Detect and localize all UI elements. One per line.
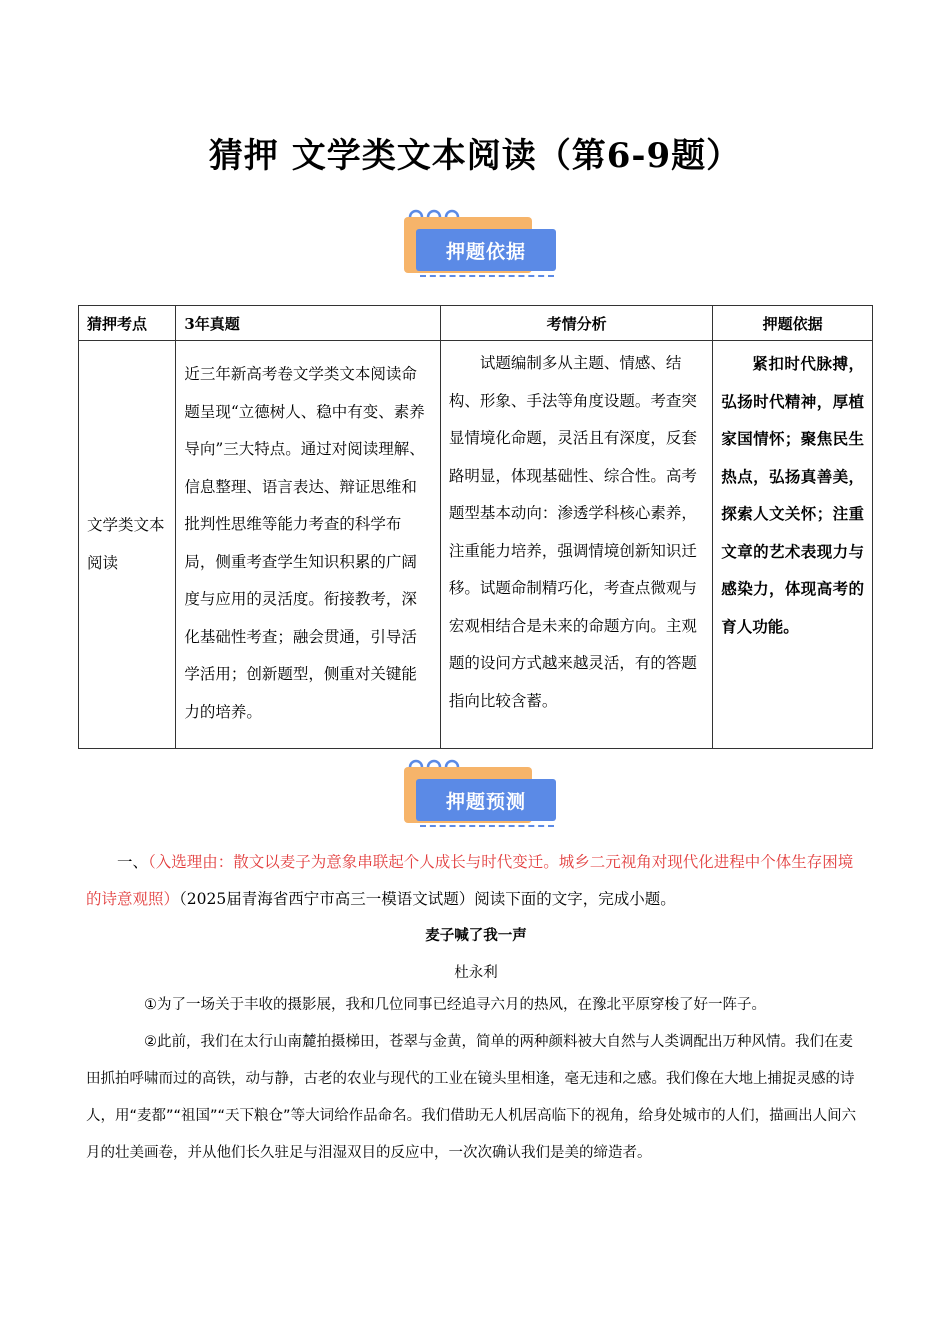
essay-title: 麦子喊了我一声 [425, 928, 527, 944]
selection-reason: （入选理由：散文以麦子为意象串联起个人成长与时代变迁。城乡二元视角对现代化进程中个体生存困境的诗意观照） [86, 853, 854, 908]
essay-paragraph-1: ①为了一场关于丰收的摄影展，我和几位同事已经追寻六月的热风，在豫北平原穿梭了好一阵子。 [144, 997, 766, 1013]
badge-label: 押题预测 [416, 779, 556, 821]
badge-label: 押题依据 [416, 229, 556, 271]
header-topic: 猜押考点 [79, 306, 176, 341]
badge-basis [394, 205, 564, 285]
cell-topic: 文学类文本阅读 [79, 341, 176, 749]
badge-predict [394, 755, 564, 835]
cell-basis: 紧扣时代脉搏，弘扬时代精神，厚植家国情怀；聚焦民生热点，弘扬真善美，探索人文关怀；注重文章的艺术表现力与感染力，体现高考的育人功能。 [713, 341, 873, 749]
question-source: （2025届青海省西宁市高三一模语文试题）阅读下面的文字，完成小题。 [179, 890, 676, 908]
cell-real-exam: 近三年新高考卷文学类文本阅读命题呈现“立德树人、稳中有变、素养导向”三大特点。通过对阅读理解、信息整理、语言表达、辩证思维和批判性思维等能力考查的科学布局，侧重考查学生知识积累的广阔度与应用的灵活度。衔接教考，深化基础性考查；融会贯通，引导活学活用；创新题型，侧重对关键能力的培养。 [176, 341, 440, 749]
essay-author: 杜永利 [454, 965, 498, 981]
header-basis: 押题依据 [713, 306, 873, 341]
cell-analysis: 试题编制多从主题、情感、结构、形象、手法等角度设题。考查突显情境化命题，灵活且有深度，反套路明显，体现基础性、综合性。高考题型基本动向：渗透学科核心素养，注重能力培养，强调情境创新知识迁移。试题命制精巧化，考查点微观与宏观相结合是未来的命题方向。主观题的设问方式越来越灵活，有的答题指向比较含蓄。 [440, 341, 712, 749]
header-analysis: 考情分析 [440, 306, 712, 341]
essay-paragraph-2: ②此前，我们在太行山南麓拍摄梯田，苍翠与金黄，简单的两种颜料被大自然与人类调配出万种风情。我们在麦田抓拍呼啸而过的高铁，动与静，古老的农业与现代的工业在镜头里相逢，毫无违和之感。我们像在大地上捕捉灵感的诗人，用“麦都”“祖国”“天下粮仓”等大词给作品命名。我们借助无人机居高临下的视角，给身处城市的人们，描画出人间六月的壮美画卷，并从他们长久驻足与泪湿双目的反应中，一次次确认我们是美的缔造者。 [86, 1034, 857, 1161]
page-title: 猜押 文学类文本阅读（第6-9题） [208, 136, 742, 176]
question-intro [86, 844, 866, 918]
exam-table [78, 305, 873, 749]
question-number: 一、 [117, 853, 149, 871]
header-real-exam: 3年真题 [176, 306, 440, 341]
